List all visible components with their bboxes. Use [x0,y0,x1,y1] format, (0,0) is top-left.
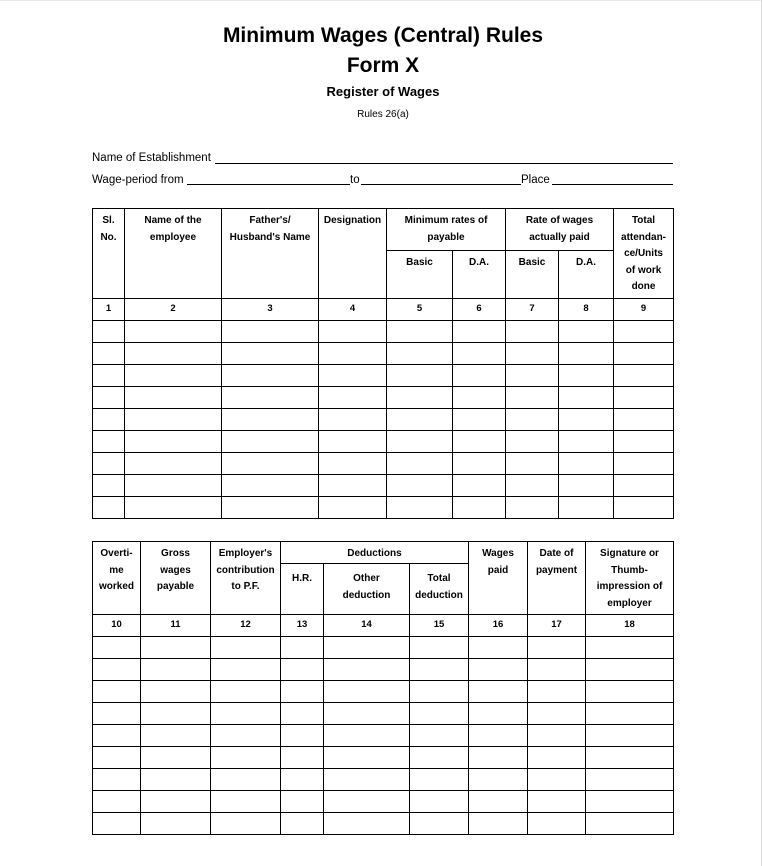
entry-cell[interactable] [586,813,674,835]
header-gross-wages: Gross wages payable [141,542,211,615]
table-row [93,365,674,387]
entry-cell[interactable] [222,475,319,497]
entry-cell[interactable] [222,431,319,453]
entry-cell[interactable] [324,681,410,703]
entry-cell[interactable] [469,659,528,681]
column-number: 2 [125,299,222,321]
entry-cell[interactable] [469,791,528,813]
entry-cell[interactable] [281,703,324,725]
entry-cell[interactable] [469,769,528,791]
entry-cell[interactable] [211,791,281,813]
entry-cell[interactable] [319,387,387,409]
entry-cell[interactable] [93,409,125,431]
entry-cell[interactable] [586,769,674,791]
entry-cell[interactable] [93,769,141,791]
table-row [93,497,674,519]
entry-cell[interactable] [387,475,453,497]
column-number-row [93,615,674,637]
header-father-husband-name: Father's/ Husband's Name [222,209,319,299]
header-other-deduction: Other deduction [324,564,410,615]
column-number: 5 [387,299,453,321]
entry-cell[interactable] [387,409,453,431]
column-number: 7 [506,299,559,321]
place-field[interactable] [552,184,673,185]
entry-cell[interactable] [387,497,453,519]
header-employer-contribution: Employer's contribution to P.F. [211,542,281,615]
entry-cell[interactable] [319,475,387,497]
entry-cell[interactable] [469,725,528,747]
entry-cell[interactable] [453,475,506,497]
place-label: Place [521,174,550,186]
entry-cell[interactable] [93,321,125,343]
entry-cell[interactable] [410,637,469,659]
table-row [93,703,674,725]
entry-cell[interactable] [141,703,211,725]
entry-cell[interactable] [559,475,614,497]
entry-cell[interactable] [410,769,469,791]
table-row [93,659,674,681]
entry-cell[interactable] [319,497,387,519]
entry-cell[interactable] [141,637,211,659]
entry-cell[interactable] [222,321,319,343]
header-date-of-payment: Date of payment [528,542,586,615]
column-number: 8 [559,299,614,321]
entry-cell[interactable] [614,431,674,453]
entry-cell[interactable] [387,365,453,387]
entry-cell[interactable] [324,659,410,681]
wage-period-from-field[interactable] [187,184,350,185]
entry-cell[interactable] [93,365,125,387]
entry-cell[interactable] [319,321,387,343]
entry-cell[interactable] [586,637,674,659]
entry-cell[interactable] [211,637,281,659]
header-total-attendance: Total attendan- ce/Units of work done [614,209,674,299]
entry-cell[interactable] [93,703,141,725]
entry-cell[interactable] [453,343,506,365]
entry-cell[interactable] [281,725,324,747]
entry-cell[interactable] [281,637,324,659]
wages-register-table-2 [92,541,674,835]
entry-cell[interactable] [93,725,141,747]
header-overtime: Overti- me worked [93,542,141,615]
entry-cell[interactable] [528,813,586,835]
entry-cell[interactable] [614,475,674,497]
entry-cell[interactable] [222,343,319,365]
entry-cell[interactable] [141,747,211,769]
entry-cell[interactable] [324,813,410,835]
entry-cell[interactable] [222,387,319,409]
entry-cell[interactable] [211,659,281,681]
column-number: 16 [469,615,528,637]
entry-cell[interactable] [281,659,324,681]
entry-cell[interactable] [410,681,469,703]
entry-cell[interactable] [586,747,674,769]
wage-period-to-field[interactable] [361,184,521,185]
entry-cell[interactable] [211,703,281,725]
header-minimum-rates: Minimum rates of payable [387,209,506,251]
entry-cell[interactable] [281,681,324,703]
entry-cell[interactable] [141,659,211,681]
column-number: 18 [586,615,674,637]
entry-cell[interactable] [141,725,211,747]
entry-cell[interactable] [319,343,387,365]
entry-cell[interactable] [506,365,559,387]
entry-cell[interactable] [528,637,586,659]
wages-register-table-1 [92,208,674,519]
entry-cell[interactable] [614,321,674,343]
entry-cell[interactable] [410,703,469,725]
entry-cell[interactable] [281,769,324,791]
entry-cell[interactable] [506,343,559,365]
form-number: Form X [346,54,420,77]
entry-cell[interactable] [211,725,281,747]
entry-cell[interactable] [319,453,387,475]
entry-cell[interactable] [453,387,506,409]
header-total-deduction: Total deduction [410,564,469,615]
entry-cell[interactable] [528,659,586,681]
rule-reference: Rules 26(a) [357,109,409,120]
entry-cell[interactable] [141,681,211,703]
header-paid-da: D.A. [559,251,614,299]
entry-cell[interactable] [453,409,506,431]
entry-cell[interactable] [559,365,614,387]
entry-cell[interactable] [93,659,141,681]
entry-cell[interactable] [586,725,674,747]
entry-cell[interactable] [506,431,559,453]
entry-cell[interactable] [614,365,674,387]
entry-cell[interactable] [125,365,222,387]
entry-cell[interactable] [93,747,141,769]
header-signature: Signature or Thumb- impression of employer [586,542,674,615]
entry-cell[interactable] [614,343,674,365]
entry-cell[interactable] [453,497,506,519]
entry-cell[interactable] [141,769,211,791]
header-employee-name: Name of the employee [125,209,222,299]
entry-cell[interactable] [222,409,319,431]
header-sl-no: Sl. No. [93,209,125,299]
entry-cell[interactable] [125,431,222,453]
table-row [93,431,674,453]
entry-cell[interactable] [469,681,528,703]
entry-cell[interactable] [93,475,125,497]
entry-cell[interactable] [506,475,559,497]
entry-cell[interactable] [559,409,614,431]
entry-cell[interactable] [559,321,614,343]
entry-cell[interactable] [410,659,469,681]
entry-cell[interactable] [559,453,614,475]
entry-cell[interactable] [211,769,281,791]
entry-cell[interactable] [387,321,453,343]
column-number: 15 [410,615,469,637]
entry-cell[interactable] [614,387,674,409]
entry-cell[interactable] [453,321,506,343]
entry-cell[interactable] [387,431,453,453]
entry-cell[interactable] [614,409,674,431]
header-rate-actually-paid: Rate of wages actually paid [506,209,614,251]
column-number: 1 [93,299,125,321]
entry-cell[interactable] [506,409,559,431]
entry-cell[interactable] [125,321,222,343]
entry-cell[interactable] [324,791,410,813]
entry-cell[interactable] [469,703,528,725]
entry-cell[interactable] [559,431,614,453]
entry-cell[interactable] [559,387,614,409]
entry-cell[interactable] [586,791,674,813]
entry-cell[interactable] [528,769,586,791]
table-row [93,681,674,703]
entry-cell[interactable] [410,725,469,747]
entry-cell[interactable] [586,703,674,725]
header-min-da: D.A. [453,251,506,299]
wage-period-to-label: to [350,174,360,186]
entry-cell[interactable] [281,791,324,813]
entry-cell[interactable] [528,681,586,703]
table-row [93,409,674,431]
entry-cell[interactable] [93,387,125,409]
entry-cell[interactable] [469,637,528,659]
entry-cell[interactable] [324,725,410,747]
entry-cell[interactable] [453,453,506,475]
entry-cell[interactable] [125,475,222,497]
entry-cell[interactable] [319,365,387,387]
entry-cell[interactable] [586,681,674,703]
establishment-label: Name of Establishment [92,152,211,164]
entry-cell[interactable] [141,791,211,813]
header-min-basic: Basic [387,251,453,299]
column-number: 14 [324,615,410,637]
entry-cell[interactable] [125,387,222,409]
column-number: 10 [93,615,141,637]
form-title: Minimum Wages (Central) Rules [222,24,544,47]
entry-cell[interactable] [469,747,528,769]
entry-cell[interactable] [281,813,324,835]
header-designation: Designation [319,209,387,299]
entry-cell[interactable] [125,453,222,475]
header-hr: H.R. [281,564,324,615]
entry-cell[interactable] [324,703,410,725]
entry-cell[interactable] [453,365,506,387]
entry-cell[interactable] [125,343,222,365]
table-row [93,725,674,747]
entry-cell[interactable] [586,659,674,681]
entry-cell[interactable] [319,431,387,453]
column-number: 11 [141,615,211,637]
table-row [93,475,674,497]
entry-cell[interactable] [387,343,453,365]
entry-cell[interactable] [469,813,528,835]
entry-cell[interactable] [281,747,324,769]
entry-cell[interactable] [125,497,222,519]
entry-cell[interactable] [506,387,559,409]
entry-cell[interactable] [319,409,387,431]
entry-cell[interactable] [93,791,141,813]
entry-cell[interactable] [324,747,410,769]
entry-cell[interactable] [387,453,453,475]
entry-cell[interactable] [93,813,141,835]
entry-cell[interactable] [324,769,410,791]
column-number: 9 [614,299,674,321]
entry-cell[interactable] [528,791,586,813]
entry-cell[interactable] [93,637,141,659]
column-number: 13 [281,615,324,637]
entry-cell[interactable] [93,497,125,519]
entry-cell[interactable] [211,681,281,703]
entry-cell[interactable] [614,453,674,475]
entry-cell[interactable] [410,813,469,835]
establishment-field[interactable] [215,163,673,164]
entry-cell[interactable] [93,431,125,453]
entry-cell[interactable] [93,681,141,703]
table-row [93,453,674,475]
form-subtitle: Register of Wages [326,84,440,99]
wage-period-from-label: Wage-period from [92,174,184,186]
table-row [93,343,674,365]
entry-cell[interactable] [222,365,319,387]
entry-cell[interactable] [528,703,586,725]
entry-cell[interactable] [559,497,614,519]
entry-cell[interactable] [559,343,614,365]
entry-cell[interactable] [211,813,281,835]
entry-cell[interactable] [324,637,410,659]
entry-cell[interactable] [387,387,453,409]
column-number: 17 [528,615,586,637]
entry-cell[interactable] [528,725,586,747]
entry-cell[interactable] [125,409,222,431]
column-number: 4 [319,299,387,321]
column-number: 3 [222,299,319,321]
entry-cell[interactable] [222,453,319,475]
entry-cell[interactable] [614,497,674,519]
header-paid-basic: Basic [506,251,559,299]
entry-cell[interactable] [506,497,559,519]
entry-cell[interactable] [453,431,506,453]
entry-cell[interactable] [528,747,586,769]
column-number: 6 [453,299,506,321]
table-row [93,321,674,343]
table-row [93,791,674,813]
header-wages-paid: Wages paid [469,542,528,615]
table-row [93,813,674,835]
entry-cell[interactable] [93,453,125,475]
table-row [93,769,674,791]
entry-cell[interactable] [211,747,281,769]
entry-cell[interactable] [506,321,559,343]
column-number: 12 [211,615,281,637]
entry-cell[interactable] [506,453,559,475]
table-row [93,747,674,769]
entry-cell[interactable] [93,343,125,365]
entry-cell[interactable] [222,497,319,519]
table-row [93,637,674,659]
entry-cell[interactable] [410,791,469,813]
entry-cell[interactable] [141,813,211,835]
column-number-row [93,299,674,321]
table-row [93,387,674,409]
header-deductions: Deductions [281,542,469,564]
entry-cell[interactable] [410,747,469,769]
